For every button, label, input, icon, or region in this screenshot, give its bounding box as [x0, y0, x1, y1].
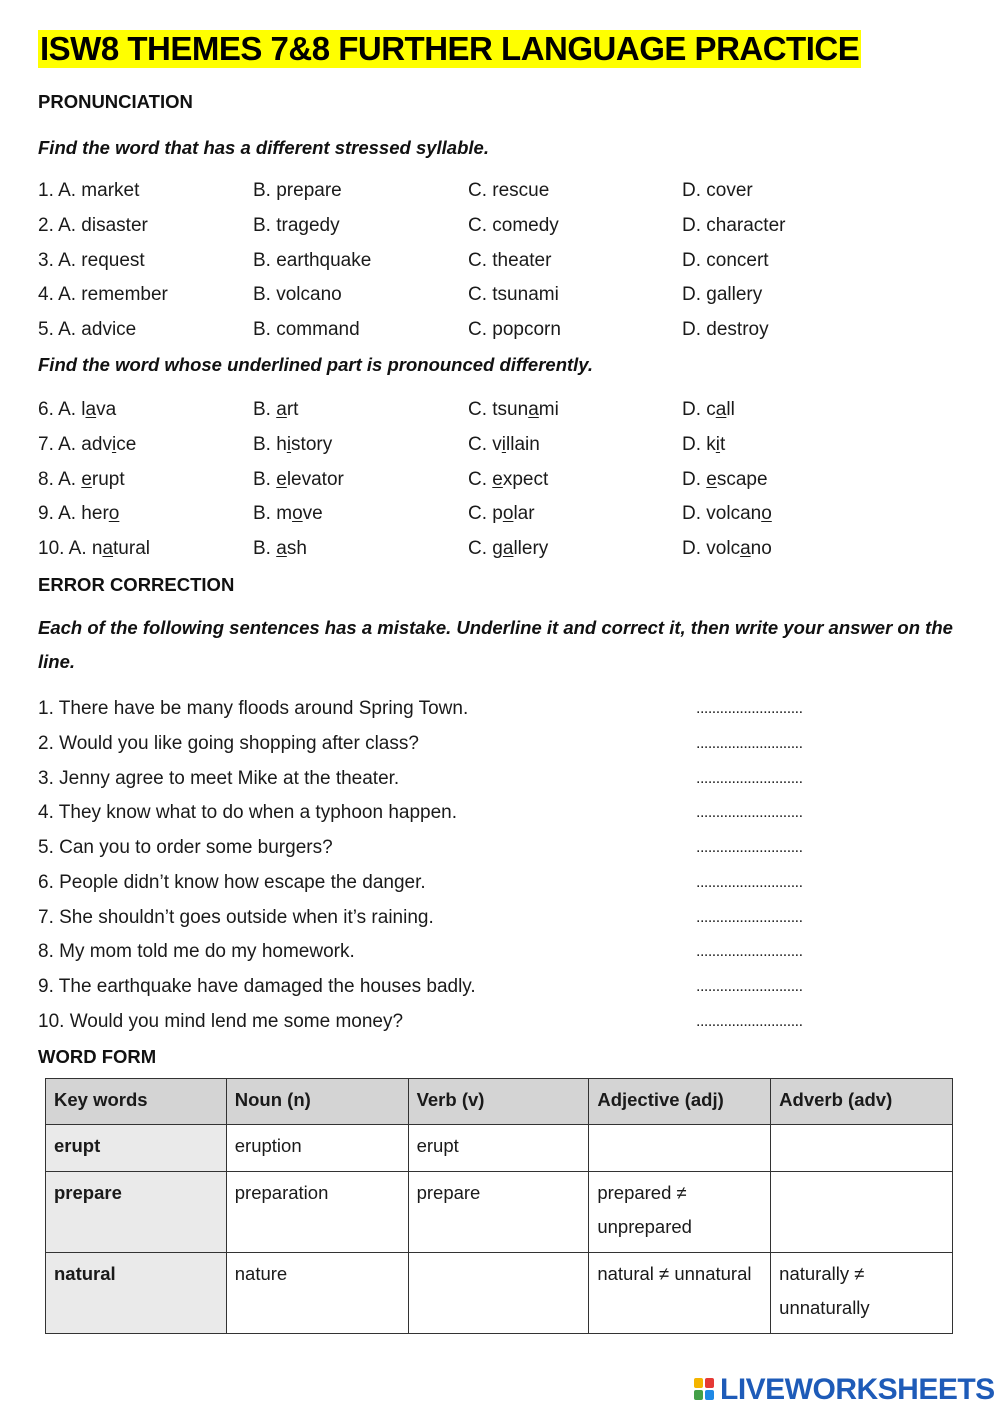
option-c[interactable]: C. theater — [468, 249, 552, 271]
title-wrap — [38, 30, 861, 68]
option-c[interactable]: C. comedy — [468, 214, 559, 236]
option-d[interactable]: D. kit — [682, 433, 726, 455]
option-b[interactable]: B. volcano — [253, 284, 342, 306]
adjective-cell: natural ≠ unnatural — [589, 1253, 771, 1334]
answer-line[interactable]: ........................... — [696, 908, 803, 926]
answer-line[interactable]: ........................... — [696, 978, 803, 995]
answer-line[interactable]: ........................... — [696, 769, 803, 787]
underlined-part: a — [740, 538, 751, 560]
underlined-part: i — [286, 433, 292, 455]
option-a[interactable]: 6. A. lava — [38, 399, 117, 420]
error-correction-heading: ERROR CORRECTION — [38, 574, 235, 595]
sentence-item: 10. Would you mind lend me some money? — [38, 1010, 404, 1032]
option-d[interactable]: D. gallery — [682, 284, 763, 306]
liveworksheets-logo[interactable] — [694, 1374, 995, 1406]
answer-line[interactable]: ........................... — [696, 1012, 803, 1030]
noun-cell: eruption — [226, 1125, 408, 1172]
sentence-item: 4. They know what to do when a typhoon happen. — [38, 802, 458, 824]
key-word-cell: natural — [46, 1253, 227, 1334]
adjective-cell: prepared ≠ unprepared — [589, 1172, 771, 1253]
sound-instruction: Find the word whose underlined part is pronounced differently. — [38, 354, 594, 375]
adverb-cell[interactable] — [771, 1125, 953, 1172]
answer-line[interactable]: ........................... — [696, 873, 803, 891]
option-d[interactable]: D. concert — [682, 249, 769, 271]
option-d[interactable]: D. character — [682, 214, 786, 236]
word-form-table — [45, 1078, 953, 1334]
pronunciation-heading: PRONUNCIATION — [38, 91, 193, 112]
option-c[interactable]: C. popcorn — [468, 319, 561, 341]
option-a[interactable]: 7. A. advice — [38, 433, 137, 455]
underlined-part: o — [761, 503, 772, 525]
word-form-heading: WORD FORM — [38, 1046, 157, 1067]
option-b[interactable]: B. ash — [253, 538, 307, 560]
sentence-item: 8. My mom told me do my homework. — [38, 941, 355, 963]
sentence-item: 6. People didn’t know how escape the danger. — [38, 871, 426, 893]
sentence-item: 7. She shouldn’t goes outside when it’s raining. — [38, 906, 434, 928]
underlined-part: o — [108, 503, 120, 525]
option-a[interactable]: 4. A. remember — [38, 284, 168, 306]
option-c[interactable]: C. villain — [468, 433, 540, 455]
col-header-key-words: Key words — [46, 1079, 227, 1125]
underlined-part: i — [501, 433, 507, 455]
option-c[interactable]: C. gallery — [468, 538, 549, 560]
sentence-item: 2. Would you like going shopping after class? — [38, 732, 419, 754]
noun-cell: nature — [226, 1253, 408, 1334]
verb-cell: erupt — [408, 1125, 589, 1172]
option-b[interactable]: B. history — [253, 433, 333, 455]
verb-cell: prepare — [408, 1172, 589, 1253]
key-word-cell: prepare — [46, 1172, 227, 1253]
option-d[interactable]: D. escape — [682, 468, 768, 490]
answer-line[interactable]: ........................... — [696, 839, 803, 856]
answer-line[interactable]: ........................... — [696, 734, 803, 752]
option-d[interactable]: D. cover — [682, 180, 753, 201]
col-header-adverb: Adverb (adv) — [771, 1079, 953, 1125]
option-a[interactable]: 3. A. request — [38, 249, 145, 271]
option-a[interactable]: 9. A. hero — [38, 503, 120, 525]
underlined-part: a — [85, 399, 97, 420]
table-header-row — [46, 1079, 953, 1125]
underlined-part: e — [492, 468, 503, 490]
underlined-part: o — [292, 503, 303, 525]
underlined-part: e — [81, 468, 92, 490]
option-c[interactable]: C. expect — [468, 468, 549, 490]
option-c[interactable]: C. tsunami — [468, 399, 559, 420]
sentence-item: 5. Can you to order some burgers? — [38, 837, 333, 858]
key-word-cell: erupt — [46, 1125, 227, 1172]
option-a[interactable]: 1. A. market — [38, 180, 140, 201]
option-b[interactable]: B. elevator — [253, 468, 344, 490]
page-title: ISW8 THEMES 7&8 FURTHER LANGUAGE PRACTICE — [40, 30, 860, 67]
option-c[interactable]: C. rescue — [468, 180, 550, 201]
option-d[interactable]: D. destroy — [682, 319, 769, 341]
sentence-item: 3. Jenny agree to meet Mike at the theater. — [38, 767, 400, 789]
underlined-part: a — [528, 399, 539, 420]
underlined-part: a — [276, 538, 287, 560]
underlined-part: i — [111, 433, 117, 455]
table-row — [46, 1253, 953, 1334]
sentence-item: 1. There have be many floods around Spring Town. — [38, 698, 469, 719]
option-b[interactable]: B. prepare — [253, 180, 342, 201]
adverb-cell: naturally ≠ unnaturally — [771, 1253, 953, 1334]
option-d[interactable]: D. call — [682, 399, 735, 420]
answer-line[interactable]: ........................... — [696, 700, 803, 717]
sentence-item: 9. The earthquake have damaged the houses badly. — [38, 976, 476, 997]
underlined-part: i — [715, 433, 721, 455]
underlined-part: a — [276, 399, 287, 420]
underlined-part: o — [502, 503, 514, 525]
table-row — [46, 1125, 953, 1172]
noun-cell: preparation — [226, 1172, 408, 1253]
adverb-cell[interactable] — [771, 1172, 953, 1253]
option-a[interactable]: 8. A. erupt — [38, 468, 125, 490]
underlined-part: a — [502, 538, 514, 560]
option-b[interactable]: B. command — [253, 319, 360, 341]
option-b[interactable]: B. earthquake — [253, 249, 372, 271]
underlined-part: a — [102, 538, 114, 560]
col-header-noun: Noun (n) — [226, 1079, 408, 1125]
option-b[interactable]: B. art — [253, 399, 299, 420]
option-b[interactable]: B. move — [253, 503, 323, 525]
answer-line[interactable]: ........................... — [696, 804, 803, 822]
option-a[interactable]: 2. A. disaster — [38, 214, 148, 236]
underlined-part: a — [715, 399, 727, 420]
error-correction-instruction: Each of the following sentences has a mistake. Underline it and correct it, then write your answer on the line. — [38, 617, 953, 672]
option-c[interactable]: C. polar — [468, 503, 535, 525]
option-b[interactable]: B. tragedy — [253, 214, 340, 236]
underlined-part: e — [706, 468, 717, 490]
adjective-cell[interactable] — [589, 1125, 771, 1172]
logo-text: LIVEWORKSHEETS — [720, 1373, 995, 1406]
col-header-verb: Verb (v) — [408, 1079, 589, 1125]
option-a[interactable]: 10. A. natural — [38, 538, 150, 560]
option-c[interactable]: C. tsunami — [468, 284, 559, 306]
verb-cell[interactable] — [408, 1253, 589, 1334]
option-d[interactable]: D. volcano — [682, 538, 772, 560]
option-a[interactable]: 5. A. advice — [38, 319, 137, 341]
answer-line[interactable]: ........................... — [696, 943, 803, 961]
stress-instruction: Find the word that has a different stressed syllable. — [38, 137, 489, 158]
liveworksheets-logo-icon — [694, 1378, 716, 1402]
option-d[interactable]: D. volcano — [682, 503, 772, 525]
col-header-adjective: Adjective (adj) — [589, 1079, 771, 1125]
underlined-part: e — [276, 468, 287, 490]
table-row — [46, 1172, 953, 1253]
